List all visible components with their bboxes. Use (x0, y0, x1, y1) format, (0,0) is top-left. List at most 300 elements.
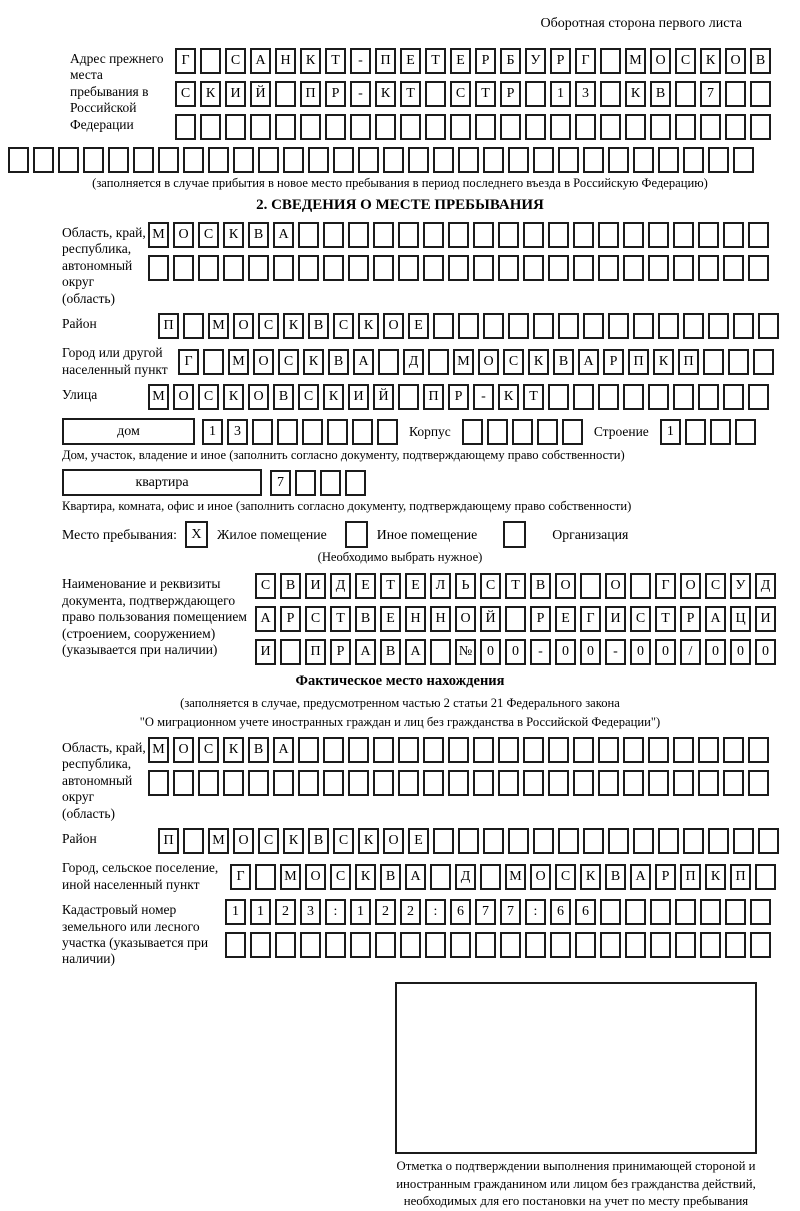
char-cell[interactable] (398, 255, 419, 281)
char-cell[interactable] (623, 384, 644, 410)
char-cell[interactable] (275, 932, 296, 958)
char-cell[interactable]: К (323, 384, 344, 410)
char-cell[interactable] (558, 828, 579, 854)
char-cell[interactable] (598, 737, 619, 763)
char-cell[interactable] (425, 81, 446, 107)
char-cell[interactable]: В (553, 349, 574, 375)
char-cell[interactable]: А (273, 737, 294, 763)
char-cell[interactable] (608, 313, 629, 339)
char-cell[interactable]: А (630, 864, 651, 890)
char-cell[interactable]: 0 (730, 639, 751, 665)
char-cell[interactable] (325, 932, 346, 958)
char-cell[interactable] (708, 313, 729, 339)
char-cell[interactable]: Н (275, 48, 296, 74)
char-cell[interactable]: Г (178, 349, 199, 375)
char-cell[interactable] (758, 828, 779, 854)
char-cell[interactable] (430, 639, 451, 665)
char-cell[interactable] (183, 313, 204, 339)
char-cell[interactable] (733, 147, 754, 173)
char-cell[interactable] (573, 384, 594, 410)
char-cell[interactable] (598, 384, 619, 410)
char-cell[interactable] (573, 222, 594, 248)
char-cell[interactable] (623, 255, 644, 281)
char-cell[interactable]: О (455, 606, 476, 632)
char-cell[interactable] (748, 770, 769, 796)
char-cell[interactable]: Т (400, 81, 421, 107)
char-cell[interactable] (573, 737, 594, 763)
char-cell[interactable] (523, 255, 544, 281)
kvartira-box[interactable]: квартира (62, 469, 262, 496)
char-cell[interactable] (537, 419, 558, 445)
char-cell[interactable]: К (303, 349, 324, 375)
char-cell[interactable] (548, 770, 569, 796)
char-cell[interactable]: - (350, 48, 371, 74)
char-cell[interactable] (698, 222, 719, 248)
char-cell[interactable]: Р (603, 349, 624, 375)
char-cell[interactable] (648, 384, 669, 410)
char-cell[interactable] (650, 932, 671, 958)
char-cell[interactable] (183, 828, 204, 854)
char-cell[interactable] (483, 147, 504, 173)
char-cell[interactable]: Й (480, 606, 501, 632)
char-cell[interactable] (675, 81, 696, 107)
char-cell[interactable]: С (705, 573, 726, 599)
char-cell[interactable] (373, 255, 394, 281)
char-cell[interactable]: Т (330, 606, 351, 632)
char-cell[interactable]: Т (380, 573, 401, 599)
char-cell[interactable]: : (525, 899, 546, 925)
organizatsia-checkbox[interactable] (503, 521, 526, 548)
char-cell[interactable]: Г (175, 48, 196, 74)
char-cell[interactable] (630, 573, 651, 599)
char-cell[interactable] (430, 864, 451, 890)
char-cell[interactable]: 3 (227, 419, 248, 445)
char-cell[interactable]: 7 (700, 81, 721, 107)
char-cell[interactable]: М (228, 349, 249, 375)
char-cell[interactable]: М (505, 864, 526, 890)
char-cell[interactable]: Р (550, 48, 571, 74)
char-cell[interactable]: А (255, 606, 276, 632)
char-cell[interactable] (633, 147, 654, 173)
char-cell[interactable]: 1 (202, 419, 223, 445)
char-cell[interactable]: С (298, 384, 319, 410)
char-cell[interactable]: К (300, 48, 321, 74)
char-cell[interactable]: Т (325, 48, 346, 74)
char-cell[interactable]: М (208, 313, 229, 339)
char-cell[interactable] (183, 147, 204, 173)
char-cell[interactable]: М (148, 737, 169, 763)
char-cell[interactable]: П (628, 349, 649, 375)
char-cell[interactable]: - (350, 81, 371, 107)
char-cell[interactable] (83, 147, 104, 173)
char-cell[interactable]: И (225, 81, 246, 107)
char-cell[interactable]: Т (505, 573, 526, 599)
char-cell[interactable] (683, 147, 704, 173)
char-cell[interactable] (473, 770, 494, 796)
char-cell[interactable] (255, 864, 276, 890)
char-cell[interactable] (548, 384, 569, 410)
char-cell[interactable] (598, 222, 619, 248)
char-cell[interactable] (423, 770, 444, 796)
char-cell[interactable]: К (223, 222, 244, 248)
char-cell[interactable]: М (208, 828, 229, 854)
char-cell[interactable] (683, 828, 704, 854)
char-cell[interactable] (600, 81, 621, 107)
char-cell[interactable] (658, 313, 679, 339)
char-cell[interactable]: Г (575, 48, 596, 74)
char-cell[interactable]: П (423, 384, 444, 410)
char-cell[interactable]: П (375, 48, 396, 74)
char-cell[interactable] (580, 573, 601, 599)
char-cell[interactable]: В (308, 313, 329, 339)
char-cell[interactable]: О (725, 48, 746, 74)
char-cell[interactable]: 0 (505, 639, 526, 665)
char-cell[interactable]: К (700, 48, 721, 74)
char-cell[interactable]: 3 (575, 81, 596, 107)
char-cell[interactable] (755, 864, 776, 890)
char-cell[interactable] (250, 114, 271, 140)
char-cell[interactable] (475, 114, 496, 140)
char-cell[interactable]: П (300, 81, 321, 107)
char-cell[interactable] (512, 419, 533, 445)
char-cell[interactable] (558, 313, 579, 339)
char-cell[interactable] (158, 147, 179, 173)
char-cell[interactable] (625, 899, 646, 925)
char-cell[interactable] (348, 255, 369, 281)
char-cell[interactable]: Е (555, 606, 576, 632)
char-cell[interactable] (208, 147, 229, 173)
char-cell[interactable] (480, 864, 501, 890)
char-cell[interactable] (325, 114, 346, 140)
char-cell[interactable]: П (158, 313, 179, 339)
char-cell[interactable]: С (675, 48, 696, 74)
char-cell[interactable]: П (730, 864, 751, 890)
char-cell[interactable] (673, 222, 694, 248)
char-cell[interactable] (748, 737, 769, 763)
char-cell[interactable] (698, 255, 719, 281)
char-cell[interactable] (623, 737, 644, 763)
char-cell[interactable] (650, 899, 671, 925)
char-cell[interactable]: М (625, 48, 646, 74)
char-cell[interactable]: О (680, 573, 701, 599)
char-cell[interactable] (700, 114, 721, 140)
char-cell[interactable]: О (253, 349, 274, 375)
char-cell[interactable]: С (258, 313, 279, 339)
char-cell[interactable] (523, 737, 544, 763)
char-cell[interactable]: К (358, 313, 379, 339)
char-cell[interactable]: В (273, 384, 294, 410)
char-cell[interactable] (598, 770, 619, 796)
char-cell[interactable] (373, 737, 394, 763)
char-cell[interactable] (458, 313, 479, 339)
char-cell[interactable]: Б (500, 48, 521, 74)
char-cell[interactable] (198, 255, 219, 281)
char-cell[interactable] (483, 313, 504, 339)
char-cell[interactable] (428, 349, 449, 375)
char-cell[interactable] (198, 770, 219, 796)
char-cell[interactable] (748, 384, 769, 410)
char-cell[interactable]: С (225, 48, 246, 74)
char-cell[interactable]: А (705, 606, 726, 632)
char-cell[interactable] (498, 222, 519, 248)
char-cell[interactable]: У (730, 573, 751, 599)
char-cell[interactable]: И (605, 606, 626, 632)
char-cell[interactable]: 1 (550, 81, 571, 107)
char-cell[interactable]: № (455, 639, 476, 665)
char-cell[interactable]: О (478, 349, 499, 375)
char-cell[interactable] (725, 81, 746, 107)
char-cell[interactable]: 0 (755, 639, 776, 665)
char-cell[interactable]: О (383, 828, 404, 854)
char-cell[interactable] (487, 419, 508, 445)
char-cell[interactable]: А (405, 639, 426, 665)
char-cell[interactable] (700, 899, 721, 925)
char-cell[interactable] (525, 932, 546, 958)
char-cell[interactable] (733, 313, 754, 339)
char-cell[interactable]: О (305, 864, 326, 890)
char-cell[interactable] (673, 255, 694, 281)
char-cell[interactable]: Ц (730, 606, 751, 632)
char-cell[interactable] (398, 737, 419, 763)
char-cell[interactable]: К (200, 81, 221, 107)
char-cell[interactable] (675, 114, 696, 140)
char-cell[interactable]: В (530, 573, 551, 599)
char-cell[interactable] (558, 147, 579, 173)
char-cell[interactable] (473, 222, 494, 248)
char-cell[interactable] (275, 114, 296, 140)
char-cell[interactable] (500, 114, 521, 140)
char-cell[interactable]: Й (250, 81, 271, 107)
char-cell[interactable]: Т (655, 606, 676, 632)
char-cell[interactable] (500, 932, 521, 958)
char-cell[interactable]: А (355, 639, 376, 665)
char-cell[interactable]: 2 (275, 899, 296, 925)
char-cell[interactable]: В (750, 48, 771, 74)
char-cell[interactable] (698, 384, 719, 410)
char-cell[interactable] (425, 114, 446, 140)
char-cell[interactable]: Е (400, 48, 421, 74)
char-cell[interactable] (583, 828, 604, 854)
char-cell[interactable]: В (280, 573, 301, 599)
char-cell[interactable] (320, 470, 341, 496)
char-cell[interactable]: Е (450, 48, 471, 74)
char-cell[interactable] (458, 147, 479, 173)
char-cell[interactable] (323, 255, 344, 281)
char-cell[interactable] (700, 932, 721, 958)
char-cell[interactable] (327, 419, 348, 445)
char-cell[interactable] (548, 255, 569, 281)
char-cell[interactable] (400, 932, 421, 958)
char-cell[interactable] (302, 419, 323, 445)
char-cell[interactable] (250, 932, 271, 958)
char-cell[interactable] (498, 770, 519, 796)
char-cell[interactable]: - (473, 384, 494, 410)
char-cell[interactable] (698, 770, 719, 796)
char-cell[interactable] (623, 770, 644, 796)
char-cell[interactable] (273, 255, 294, 281)
char-cell[interactable] (723, 384, 744, 410)
char-cell[interactable]: А (273, 222, 294, 248)
char-cell[interactable]: О (530, 864, 551, 890)
char-cell[interactable] (323, 737, 344, 763)
char-cell[interactable]: 0 (555, 639, 576, 665)
char-cell[interactable] (248, 770, 269, 796)
char-cell[interactable]: К (653, 349, 674, 375)
char-cell[interactable]: - (530, 639, 551, 665)
char-cell[interactable]: Е (380, 606, 401, 632)
char-cell[interactable] (708, 828, 729, 854)
char-cell[interactable] (200, 114, 221, 140)
char-cell[interactable]: Р (655, 864, 676, 890)
char-cell[interactable]: 1 (250, 899, 271, 925)
char-cell[interactable]: К (580, 864, 601, 890)
char-cell[interactable] (608, 828, 629, 854)
char-cell[interactable]: В (380, 639, 401, 665)
char-cell[interactable]: Д (755, 573, 776, 599)
char-cell[interactable] (548, 737, 569, 763)
char-cell[interactable]: 0 (630, 639, 651, 665)
char-cell[interactable] (375, 932, 396, 958)
char-cell[interactable] (298, 770, 319, 796)
char-cell[interactable]: И (755, 606, 776, 632)
char-cell[interactable]: С (333, 828, 354, 854)
char-cell[interactable]: С (450, 81, 471, 107)
char-cell[interactable]: П (678, 349, 699, 375)
char-cell[interactable] (280, 639, 301, 665)
char-cell[interactable] (703, 349, 724, 375)
char-cell[interactable]: Е (355, 573, 376, 599)
char-cell[interactable] (758, 313, 779, 339)
char-cell[interactable] (498, 255, 519, 281)
char-cell[interactable] (648, 222, 669, 248)
char-cell[interactable] (673, 384, 694, 410)
char-cell[interactable] (723, 255, 744, 281)
char-cell[interactable]: Р (680, 606, 701, 632)
char-cell[interactable] (203, 349, 224, 375)
char-cell[interactable] (448, 737, 469, 763)
char-cell[interactable] (277, 419, 298, 445)
char-cell[interactable] (375, 114, 396, 140)
char-cell[interactable] (258, 147, 279, 173)
char-cell[interactable] (173, 255, 194, 281)
char-cell[interactable] (8, 147, 29, 173)
char-cell[interactable]: П (158, 828, 179, 854)
char-cell[interactable] (423, 255, 444, 281)
char-cell[interactable]: Р (500, 81, 521, 107)
char-cell[interactable] (625, 114, 646, 140)
char-cell[interactable]: 1 (660, 419, 681, 445)
char-cell[interactable] (173, 770, 194, 796)
char-cell[interactable]: К (528, 349, 549, 375)
char-cell[interactable] (433, 828, 454, 854)
char-cell[interactable]: Д (330, 573, 351, 599)
char-cell[interactable] (350, 932, 371, 958)
char-cell[interactable] (148, 255, 169, 281)
char-cell[interactable] (275, 81, 296, 107)
char-cell[interactable] (523, 222, 544, 248)
char-cell[interactable] (298, 255, 319, 281)
char-cell[interactable] (408, 147, 429, 173)
char-cell[interactable] (575, 114, 596, 140)
char-cell[interactable]: - (605, 639, 626, 665)
char-cell[interactable]: В (328, 349, 349, 375)
char-cell[interactable] (295, 470, 316, 496)
char-cell[interactable] (373, 770, 394, 796)
char-cell[interactable] (633, 828, 654, 854)
char-cell[interactable]: / (680, 639, 701, 665)
char-cell[interactable]: 6 (550, 899, 571, 925)
char-cell[interactable]: С (555, 864, 576, 890)
char-cell[interactable]: К (358, 828, 379, 854)
char-cell[interactable] (548, 222, 569, 248)
char-cell[interactable]: А (578, 349, 599, 375)
char-cell[interactable] (323, 222, 344, 248)
char-cell[interactable] (425, 932, 446, 958)
char-cell[interactable] (633, 313, 654, 339)
char-cell[interactable] (533, 147, 554, 173)
char-cell[interactable]: В (605, 864, 626, 890)
char-cell[interactable] (508, 828, 529, 854)
char-cell[interactable]: Е (408, 313, 429, 339)
char-cell[interactable]: К (223, 384, 244, 410)
char-cell[interactable] (377, 419, 398, 445)
char-cell[interactable]: А (250, 48, 271, 74)
char-cell[interactable] (348, 770, 369, 796)
char-cell[interactable] (333, 147, 354, 173)
char-cell[interactable]: К (283, 313, 304, 339)
char-cell[interactable]: В (248, 737, 269, 763)
char-cell[interactable] (448, 770, 469, 796)
char-cell[interactable]: 3 (300, 899, 321, 925)
char-cell[interactable] (750, 81, 771, 107)
char-cell[interactable] (725, 899, 746, 925)
char-cell[interactable] (223, 770, 244, 796)
char-cell[interactable] (525, 114, 546, 140)
char-cell[interactable]: И (255, 639, 276, 665)
char-cell[interactable] (708, 147, 729, 173)
char-cell[interactable] (673, 770, 694, 796)
char-cell[interactable] (448, 255, 469, 281)
char-cell[interactable]: С (503, 349, 524, 375)
char-cell[interactable]: 7 (270, 470, 291, 496)
char-cell[interactable] (505, 606, 526, 632)
char-cell[interactable]: К (498, 384, 519, 410)
char-cell[interactable]: О (173, 384, 194, 410)
char-cell[interactable]: С (198, 384, 219, 410)
char-cell[interactable]: В (355, 606, 376, 632)
char-cell[interactable] (723, 770, 744, 796)
char-cell[interactable]: Т (425, 48, 446, 74)
char-cell[interactable] (508, 313, 529, 339)
char-cell[interactable] (728, 349, 749, 375)
char-cell[interactable]: О (248, 384, 269, 410)
char-cell[interactable] (575, 932, 596, 958)
char-cell[interactable]: И (348, 384, 369, 410)
char-cell[interactable]: С (255, 573, 276, 599)
char-cell[interactable]: М (148, 384, 169, 410)
char-cell[interactable]: С (333, 313, 354, 339)
char-cell[interactable]: : (325, 899, 346, 925)
char-cell[interactable] (750, 932, 771, 958)
char-cell[interactable] (423, 222, 444, 248)
char-cell[interactable]: О (173, 737, 194, 763)
char-cell[interactable]: 0 (705, 639, 726, 665)
char-cell[interactable] (533, 828, 554, 854)
char-cell[interactable]: О (555, 573, 576, 599)
char-cell[interactable]: Н (405, 606, 426, 632)
char-cell[interactable]: Г (580, 606, 601, 632)
char-cell[interactable]: М (280, 864, 301, 890)
